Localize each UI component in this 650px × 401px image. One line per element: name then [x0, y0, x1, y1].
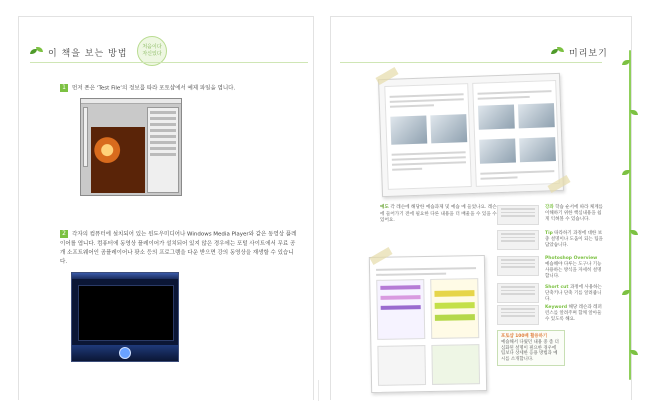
- preview-item: Keyword 해당 레슨과 레퍼런스를 알려주며 함께 알아둘 수 있도록 해요.: [545, 305, 602, 322]
- example-photo: [91, 127, 145, 193]
- left-page-title: 이 책을 보는 방법: [48, 49, 128, 59]
- vine-decoration: [624, 50, 636, 380]
- note-text: 각 레슨에 해당한 예습과제 및 예습 예 들었나요. 레슨에 들어가기 전에 필요한 다른 내용을 더 배울을 수 있을 수 있어요.: [380, 205, 497, 223]
- tip-box-title: 포토샵 100배 활용하기: [501, 334, 548, 339]
- preview-spread-bottom: [369, 255, 487, 393]
- step-text: 먼저 폰은 ‘Test File’의 정보를 따라 포토샵에서 예제 파일을 엽니다.: [72, 85, 236, 92]
- book-spine: [318, 380, 328, 401]
- tool-panel: [83, 107, 88, 167]
- preview-left-page: [384, 83, 472, 190]
- photoshop-screenshot: [80, 98, 182, 196]
- preview-item: 강좌 학습 순서에 따라 체계를 이해하기 위한 핵심내용을 쉽게 익혀볼 수 있습니다.: [545, 205, 603, 222]
- header-rule: [30, 62, 308, 63]
- section-badge: 처음이다 자신있다: [137, 36, 167, 66]
- preview-item: Short cut 과정에 사용하는 단축키나 단축 기를 알려줍니다.: [545, 285, 602, 302]
- menu-bar: [81, 99, 181, 104]
- video-area: [78, 285, 174, 341]
- tip-box: [497, 330, 565, 366]
- note-highlight: 예도: [380, 205, 389, 210]
- step-number: 2: [60, 230, 68, 238]
- sprout-icon: [30, 47, 44, 59]
- preview-thumb: [497, 205, 539, 225]
- header-rule: [340, 62, 602, 63]
- preview-right-page: [472, 80, 560, 187]
- preview-thumb: [497, 256, 539, 276]
- right-page-title: 미리보기: [569, 49, 608, 59]
- step-text: 각자의 컴퓨터에 설치되어 있는 윈도우미디어나 Windows Media Player와 같은 동영상 플레이어를 엽니다. 컴퓨터에 동영상 플레이어가 설치되어 있지 않은 경우에는 포털 사이트에서 무료 공개 소프트웨어인 곰플레이어나 팟소 등의 프로그램을 다운 받으면 강의 동영상을 재생할 수 있습니다.: [60, 231, 297, 265]
- play-icon: [119, 347, 131, 359]
- layers-panel: [147, 107, 179, 193]
- preview-thumb: [497, 305, 539, 325]
- preview-note: [380, 205, 498, 225]
- media-player-screenshot: [71, 272, 179, 362]
- step-1: [60, 84, 300, 94]
- preview-spread-top: [378, 73, 564, 197]
- left-page-header: [30, 46, 127, 59]
- player-title-bar: [72, 273, 178, 279]
- preview-item: Photoshop Overview 예습해야 다루는 도구나 기능 사용하는 방식을 자세히 설명합니다.: [545, 256, 602, 279]
- tip-box-text: 예습해서 다뤘던 내용 중 좀 더 심화된 설명이 필요한 경우에 팁보다 상세한 응용 방법과 예시를 소개합니다.: [501, 339, 559, 363]
- preview-thumb: [497, 230, 539, 250]
- right-page-header: [551, 46, 608, 59]
- preview-item: Tip 따라하기 과정에 대한 보충 설명이나 도움이 되는 팁을 담았습니다.: [545, 231, 603, 248]
- step-2: [60, 230, 300, 267]
- sprout-icon: [551, 47, 565, 59]
- preview-thumb: [497, 283, 539, 303]
- step-number: 1: [60, 84, 68, 92]
